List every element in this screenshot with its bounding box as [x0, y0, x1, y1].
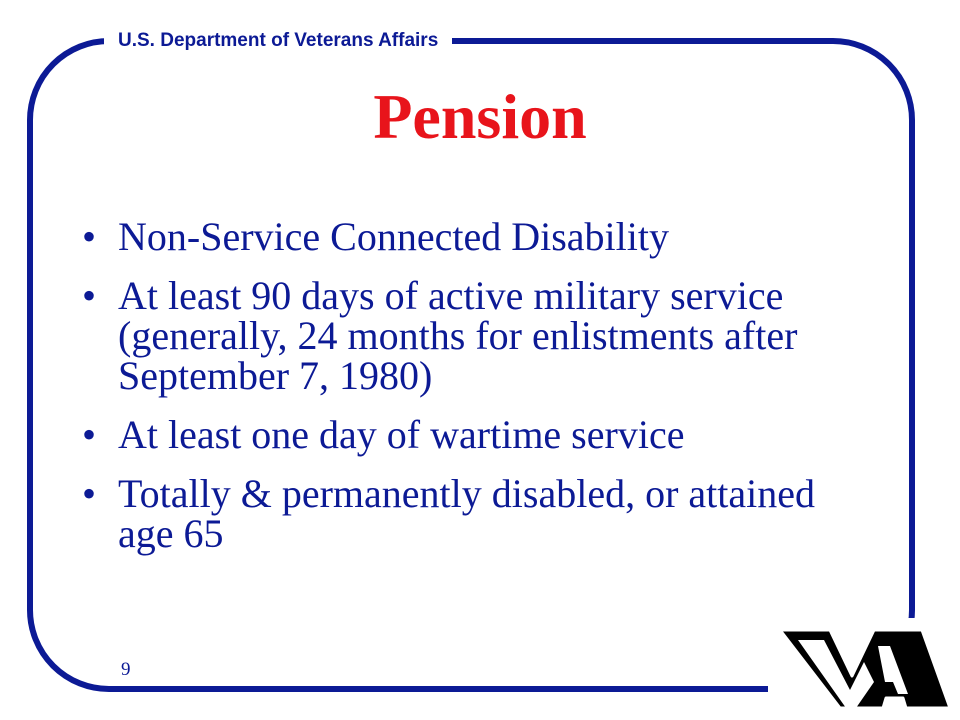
page-number: 9: [121, 659, 131, 680]
agency-header: U.S. Department of Veterans Affairs: [104, 26, 452, 56]
bullet-list: [82, 214, 842, 573]
bullet-text: Totally & permanently disabled, or attained age 65: [118, 471, 815, 556]
bullet-icon: •: [82, 471, 97, 516]
bullet-text: Non-Service Connected Disability: [118, 214, 669, 259]
bullet-item: [82, 412, 842, 457]
bullet-text: At least one day of wartime service: [118, 412, 685, 457]
bullet-icon: •: [82, 273, 97, 318]
bullet-item: [82, 471, 842, 556]
bullet-item: [82, 273, 842, 398]
va-logo-icon: [772, 624, 958, 716]
slide-title: Pension: [373, 81, 587, 152]
bullet-item: [82, 214, 842, 259]
bullet-icon: •: [82, 412, 97, 457]
bullet-icon: •: [82, 214, 97, 259]
bullet-text: At least 90 days of active military service (generally, 24 months for enlistments after September 7, 1980): [118, 273, 798, 398]
